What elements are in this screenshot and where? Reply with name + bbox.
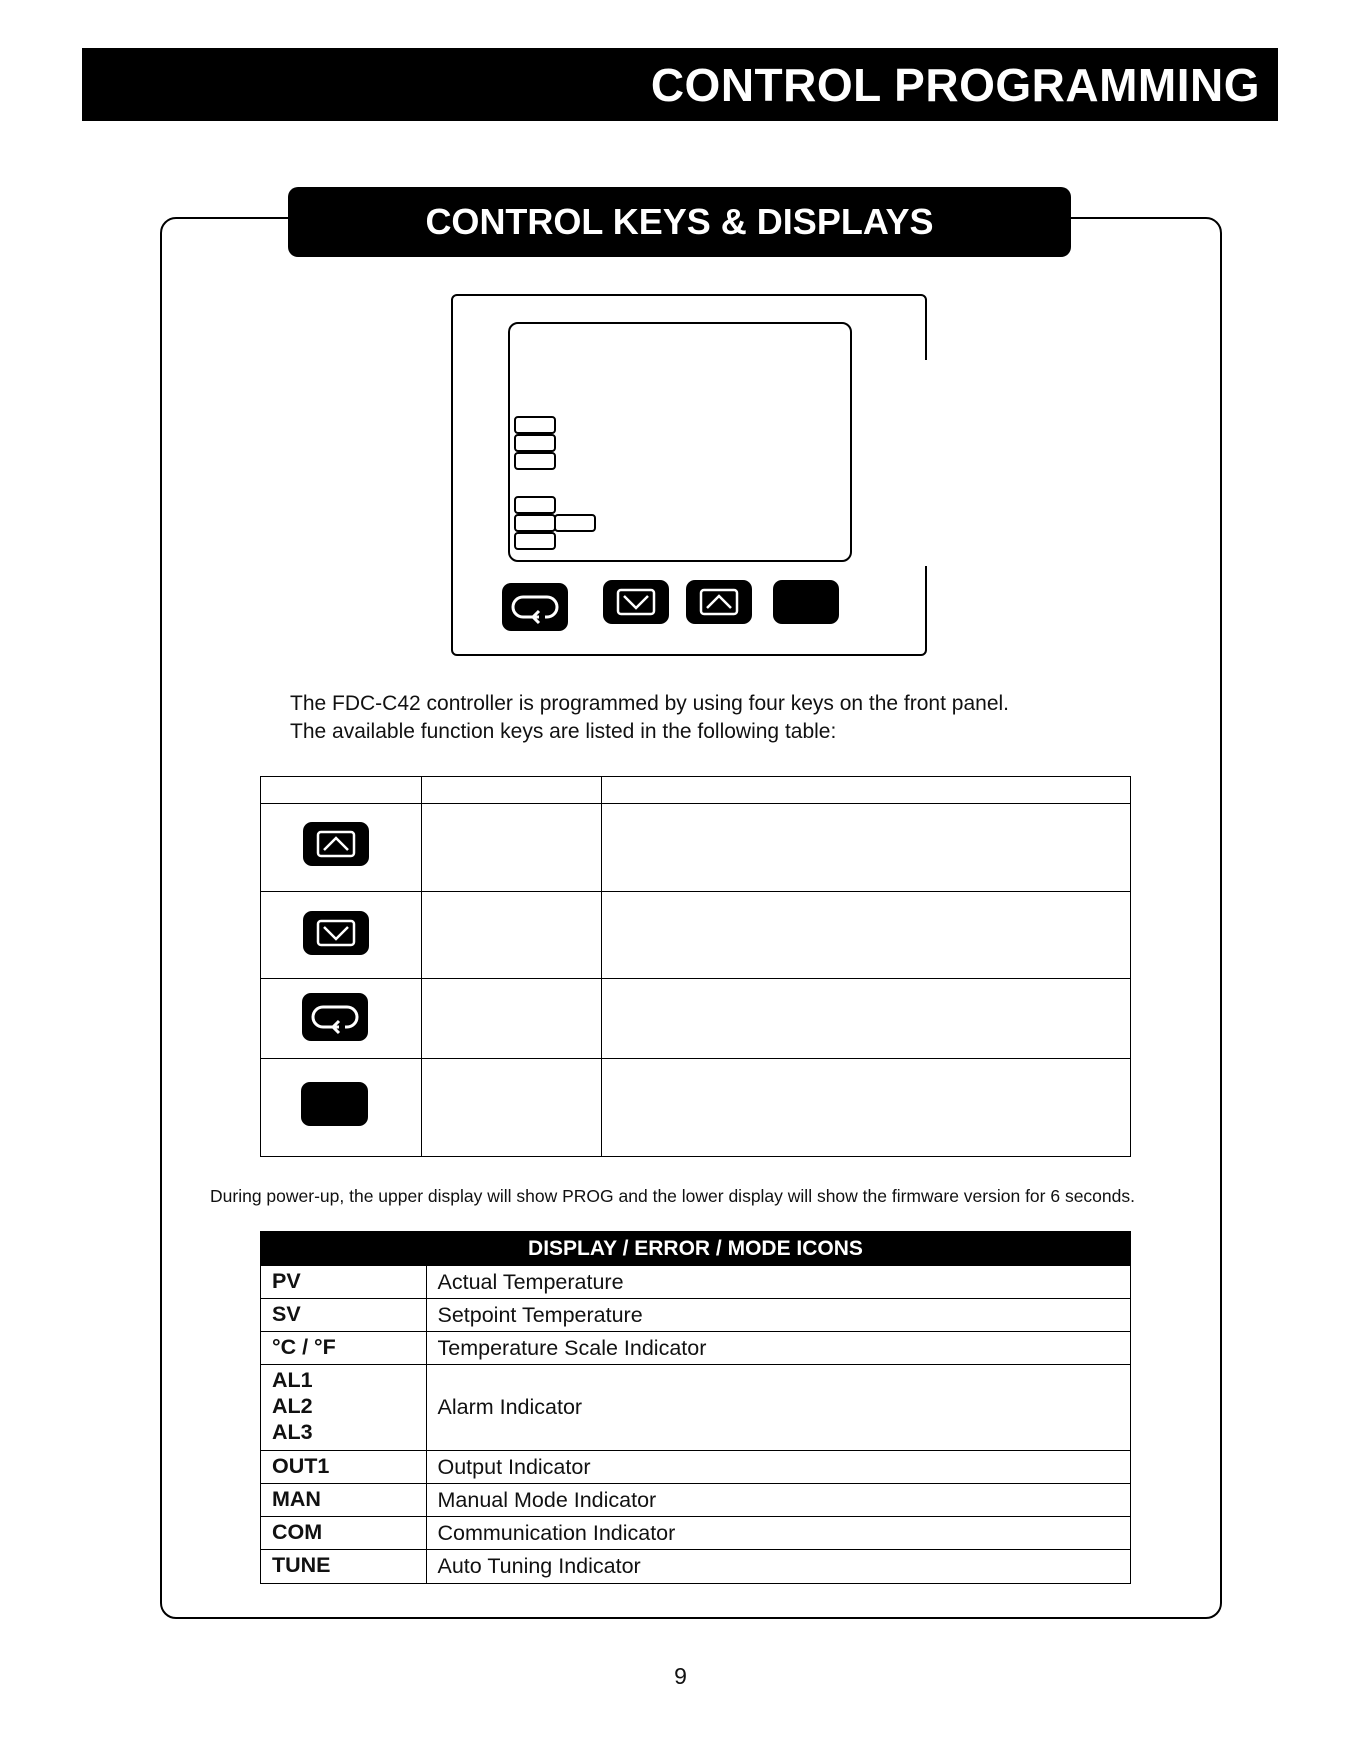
icon-code: OUT1 [261, 1451, 426, 1484]
table-row-enter-key [302, 993, 368, 1041]
icon-code: MAN [261, 1484, 426, 1517]
page-number: 9 [674, 1663, 687, 1689]
table-row-down-key [303, 911, 369, 955]
down-chevron-icon [312, 917, 360, 949]
intro-text [290, 690, 1190, 746]
intro-line: The FDC-C42 controller is programmed by using four keys on the front panel. [290, 692, 1009, 715]
icon-description: Auto Tuning Indicator [426, 1550, 1130, 1583]
table-row [261, 1266, 1130, 1299]
blank-key[interactable] [773, 580, 839, 624]
table-row [261, 1517, 1130, 1550]
icon-description: Alarm Indicator [426, 1365, 1130, 1451]
up-chevron-icon [312, 828, 360, 860]
table-row [261, 1332, 1130, 1365]
section-title: CONTROL KEYS & DISPLAYS [425, 201, 934, 242]
down-chevron-icon [612, 586, 660, 618]
header-bar [82, 48, 1278, 121]
table-row [261, 1451, 1130, 1484]
up-chevron-icon [695, 586, 743, 618]
indicator-box [514, 452, 556, 470]
table-divider [421, 777, 422, 1156]
page-title: CONTROL PROGRAMMING [650, 59, 1260, 111]
icon-code: SV [261, 1299, 426, 1332]
icon-code: AL1 AL2 AL3 [261, 1365, 426, 1451]
icon-description: Manual Mode Indicator [426, 1484, 1130, 1517]
indicator-box [554, 514, 596, 532]
indicator-box [514, 496, 556, 514]
power-up-note: During power-up, the upper display will show PROG and the lower display will show the firmware version for 6 seconds. [210, 1186, 1135, 1206]
display-icons-table [260, 1231, 1131, 1584]
icon-code: PV [261, 1266, 426, 1299]
enter-loop-icon [309, 999, 361, 1035]
indicator-box [514, 416, 556, 434]
table-row-up-key [303, 822, 369, 866]
table-row [261, 1484, 1130, 1517]
table-row-blank-key [301, 1082, 368, 1126]
table-row [261, 1550, 1130, 1583]
icon-description: Setpoint Temperature [426, 1299, 1130, 1332]
icon-description: Communication Indicator [426, 1517, 1130, 1550]
enter-key[interactable] [502, 583, 568, 631]
icon-description: Actual Temperature [426, 1266, 1130, 1299]
table-row [261, 1365, 1130, 1451]
icon-description: Output Indicator [426, 1451, 1130, 1484]
table-divider [261, 803, 1130, 804]
function-keys-table [260, 776, 1131, 1157]
section-title-bar [288, 187, 1071, 257]
panel-edge-gap [924, 360, 929, 566]
indicator-box [514, 532, 556, 550]
table-divider [261, 1058, 1130, 1059]
icons-table-title: DISPLAY / ERROR / MODE ICONS [261, 1232, 1130, 1265]
indicator-box [514, 434, 556, 452]
indicator-box [514, 514, 556, 532]
intro-line: The available function keys are listed in the following table: [290, 720, 837, 743]
up-key[interactable] [686, 580, 752, 624]
icon-code: COM [261, 1517, 426, 1550]
down-key[interactable] [603, 580, 669, 624]
icon-code: °C / °F [261, 1332, 426, 1365]
table-divider [261, 891, 1130, 892]
table-row [261, 1299, 1130, 1332]
table-divider [601, 777, 602, 1156]
icon-code: TUNE [261, 1550, 426, 1583]
table-divider [261, 978, 1130, 979]
icons-table-body [261, 1265, 1130, 1583]
enter-loop-icon [509, 589, 561, 625]
icon-description: Temperature Scale Indicator [426, 1332, 1130, 1365]
